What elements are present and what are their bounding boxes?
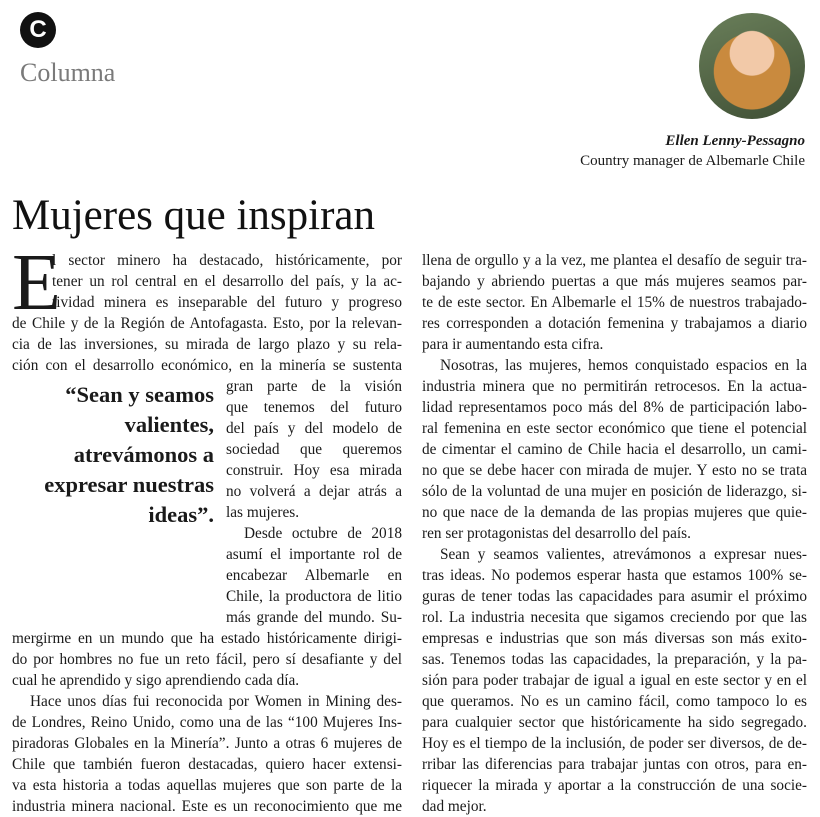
text-line: ción con el desarrollo económico, en la minería se sustenta: [12, 357, 402, 374]
text-line: ral femenina en este sector económico que tiene el potencial: [422, 420, 807, 437]
text-line: encabezar Albemarle en: [226, 567, 402, 584]
text-line: rol. La industria necesita que sigamos creciendo por que las: [422, 609, 807, 626]
text-line: Chile que también fueron destacadas, quiero hacer extensi-: [12, 756, 402, 773]
article-column-right: [422, 250, 807, 817]
text-line: industria minera nacional. Este es un reconocimiento que me: [12, 798, 402, 815]
text-line: tividad minera es inseparable del futuro y progreso: [52, 294, 402, 311]
text-line: Hace unos días fui reconocida por Women in Mining des-: [30, 693, 402, 710]
drop-cap: E: [12, 239, 61, 327]
text-line: te de este sector. En Albemarle el 15% de nuestros trabajado-: [422, 294, 807, 311]
text-line: gran parte de la visión: [226, 378, 402, 395]
text-line: sión para poder trabajar de igual a igual en este sector y en el: [422, 672, 807, 689]
text-line: no que nace de la demanda de las propias mujeres que quie-: [422, 504, 807, 521]
text-line: do por hombres no fue un reto fácil, pero sí desafiante y del: [12, 651, 402, 668]
pull-quote-line: atrevámonos a: [73, 442, 214, 467]
text-line: riquecer la mirada y aportar a la construcción de una socie-: [422, 777, 807, 794]
text-line: asumí el importante rol de: [226, 546, 402, 563]
text-line: Chile, la productora de litio: [226, 588, 402, 605]
text-line: más grande del mundo. Su-: [226, 609, 402, 626]
text-line: lidad representamos poco más del 8% de participación labo-: [422, 399, 807, 416]
text-line: empresas e industrias que son más diversas son más exito-: [422, 630, 807, 647]
text-line: para ir aumentando esta cifra.: [422, 336, 604, 353]
article-title: Mujeres que inspiran: [12, 192, 376, 239]
text-line: res corresponden a dotación femenina y trabajamos a diario: [422, 315, 807, 332]
pull-quote-line: valientes,: [124, 412, 214, 437]
text-line: Nosotras, las mujeres, hemos conquistado espacios en la: [440, 357, 807, 374]
text-line: l sector minero ha destacado, históricamente, por: [52, 252, 402, 269]
section-label: Columna: [20, 58, 116, 87]
text-line: sociedad que queremos: [226, 441, 402, 458]
text-line: no volverá a dejar atrás a: [226, 483, 402, 500]
text-line: Sean y seamos valientes, atrevámonos a expresar nues-: [440, 546, 807, 563]
author-role: Country manager de Albemarle Chile: [580, 153, 805, 169]
text-line: no que se debe hacer con mirada de mujer. Y esto no se trata: [422, 462, 807, 479]
text-line: de cimentar el camino de Chile hacia el desarrollo, un cami-: [422, 441, 807, 458]
pull-quote-line: ideas”.: [148, 502, 214, 527]
text-line: de Londres, Reino Unido, como una de las “100 Mujeres Ins-: [12, 714, 402, 731]
author-name: Ellen Lenny-Pessagno: [665, 133, 805, 149]
text-line: que queramos. No es un camino fácil, como tampoco lo es: [422, 693, 807, 710]
text-line: Hoy es el tiempo de la inclusión, de poder ser diversos, de de-: [422, 735, 807, 752]
article-column-left: [12, 239, 402, 817]
text-line: cia de las inversiones, su mirada de largo plazo y su rela-: [12, 336, 402, 353]
column-badge: C: [20, 12, 56, 48]
text-line: dad mejor.: [422, 798, 487, 815]
text-line: que tenemos del futuro: [226, 399, 402, 416]
text-line: ren ser protagonistas del desarrollo del país.: [422, 525, 691, 542]
text-line: industria minera que no permitirán retrocesos. En la actua-: [422, 378, 807, 395]
text-line: bajando y abriendo puertas a que más mujeres seamos par-: [422, 273, 807, 290]
text-line: tras ideas. No podemos esperar hasta que estamos 100% se-: [422, 567, 807, 584]
text-line: de Chile y de la Región de Antofagasta. Esto, por la relevan-: [12, 315, 402, 332]
text-line: para cualquier sector que históricamente ha sido segregado.: [422, 714, 807, 731]
text-line: cual he aprendido y sigo aprendiendo cada día.: [12, 672, 300, 689]
text-line: rribar las diferencias para trabajar juntas con otros, para en-: [422, 756, 807, 773]
text-line: tener un rol central en el desarrollo del país, y la ac-: [52, 273, 402, 290]
text-line: sas. Tenemos todas las capacidades, la preparación, y la pa-: [422, 651, 807, 668]
text-line: va esta historia a todas aquellas mujeres que son parte de la: [12, 777, 402, 794]
text-line: del país y del modelo de: [226, 420, 402, 437]
text-line: mergirme en un mundo que ha estado históricamente dirigi-: [12, 630, 402, 647]
text-line: guras de tener todas las capacidades para asumir el próximo: [422, 588, 807, 605]
text-line: llena de orgullo y a la vez, me plantea el desafío de seguir tra-: [422, 252, 807, 269]
text-line: construir. Hoy esa mirada: [226, 462, 402, 479]
author-photo: [699, 13, 805, 119]
pull-quote-line: “Sean y seamos: [65, 382, 214, 407]
text-line: las mujeres.: [226, 504, 300, 521]
text-line: piradoras Globales en la Minería”. Junto a otras 6 mujeres de: [12, 735, 402, 752]
text-line: Desde octubre de 2018: [244, 525, 402, 542]
author-byline: [580, 131, 805, 171]
text-line: sólo de la voluntad de una mujer en posición de liderazgo, si-: [422, 483, 807, 500]
pull-quote-line: expresar nuestras: [44, 472, 214, 497]
